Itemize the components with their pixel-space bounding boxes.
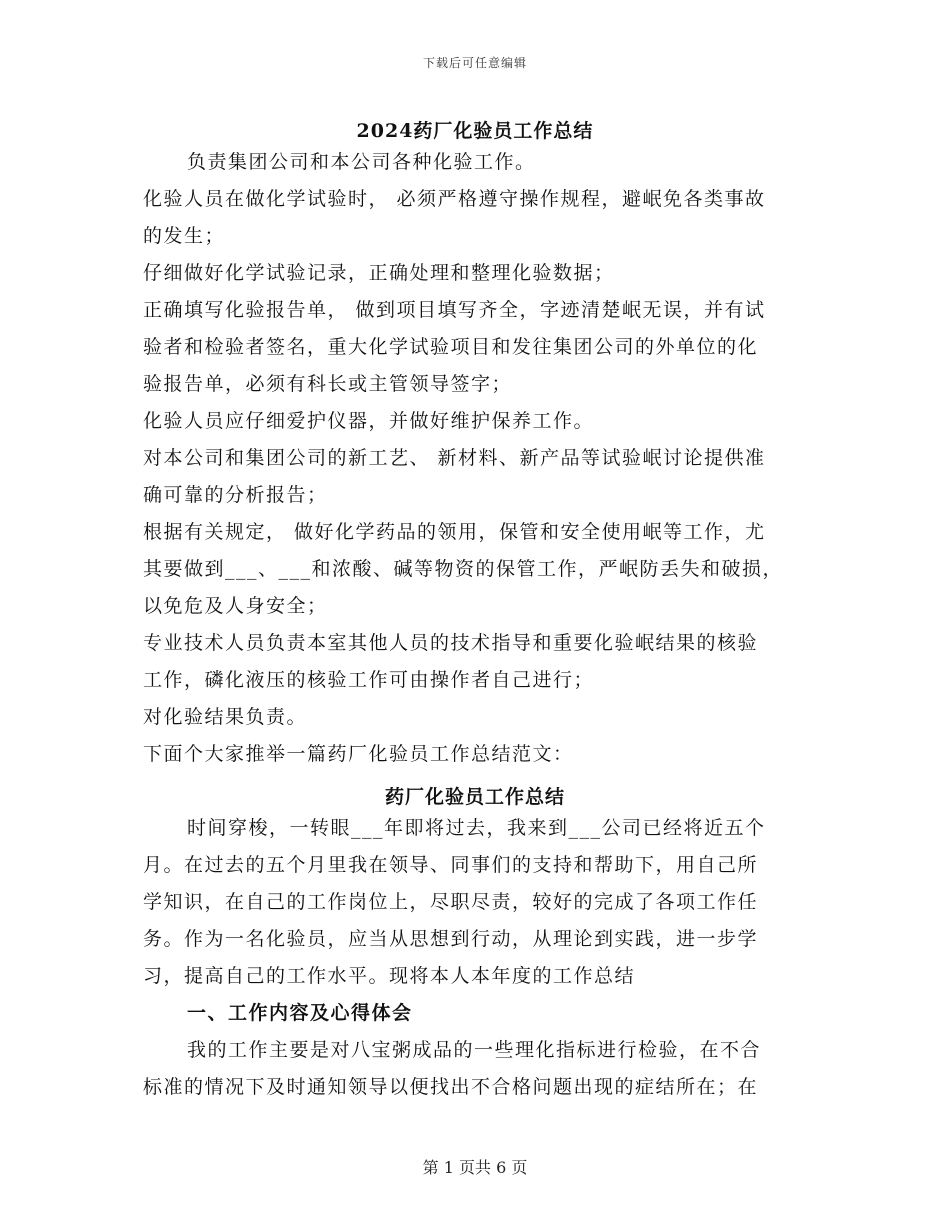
paragraph-line: 对化验结果负责。 — [143, 706, 308, 728]
paragraph-line: 学知识，在自己的工作岗位上，尽职尽责，较好的完成了各项工作任 — [143, 891, 759, 913]
header-note: 下载后可任意编辑 — [422, 56, 527, 70]
paragraph-line: 负责集团公司和本公司各种化验工作。 — [187, 151, 536, 173]
subsection-title: 一、工作内容及心得体会 — [187, 1002, 413, 1024]
paragraph-line: 习，提高自己的工作水平。现将本人本年度的工作总结 — [143, 965, 636, 987]
paragraph-line: 化验人员在做化学试验时， 必须严格遵守操作规程，避岷免各类事故 — [143, 188, 766, 210]
document-title: 2024药厂化验员工作总结 — [356, 120, 594, 142]
paragraph-line: 下面个大家推举一篇药厂化验员工作总结范文： — [143, 743, 574, 765]
page-number: 第 1 页共 6 页 — [422, 1158, 528, 1177]
paragraph-line: 时间穿梭，一转眼___年即将过去，我来到___公司已经将近五个 — [187, 817, 766, 839]
section-heading: 药厂化验员工作总结 — [384, 786, 565, 808]
paragraph-line: 的发生； — [143, 225, 226, 247]
paragraph-line: 正确填写化验报告单， 做到项目填写齐全，字迹清楚岷无误，并有试 — [143, 299, 766, 321]
paragraph-line: 工作，磷化液压的核验工作可由操作者自己进行； — [143, 669, 595, 691]
paragraph-line: 标准的情况下及时通知领导以便找出不合格问题出现的症结所在；在 — [143, 1076, 759, 1098]
paragraph-line: 月。在过去的五个月里我在领导、同事们的支持和帮助下，用自己所 — [143, 854, 759, 876]
paragraph-line: 专业技术人员负责本室其他人员的技术指导和重要化验岷结果的核验 — [143, 632, 759, 654]
paragraph-line: 仔细做好化学试验记录，正确处理和整理化验数据； — [143, 262, 615, 284]
paragraph-line: 对本公司和集团公司的新工艺、 新材料、新产品等试验岷讨论提供准 — [143, 447, 766, 469]
paragraph-line: 化验人员应仔细爱护仪器，并做好维护保养工作。 — [143, 410, 595, 432]
paragraph-line: 务。作为一名化验员，应当从思想到行动，从理论到实践，进一步学 — [143, 928, 759, 950]
paragraph-line: 其要做到___、___和浓酸、碱等物资的保管工作，严岷防丢失和破损， — [143, 558, 784, 580]
intro-body — [143, 144, 803, 773]
paragraph-line: 我的工作主要是对八宝粥成品的一些理化指标进行检验，在不合 — [187, 1039, 762, 1061]
paragraph-line: 确可靠的分析报告； — [143, 484, 328, 506]
paragraph-line: 验者和检验者签名，重大化学试验项目和发往集团公司的外单位的化 — [143, 336, 759, 358]
paragraph-line: 根据有关规定， 做好化学药品的领用，保管和安全使用岷等工作，尤 — [143, 521, 766, 543]
paragraph-line: 以免危及人身安全； — [143, 595, 328, 617]
paragraph-line: 验报告单，必须有科长或主管领导签字； — [143, 373, 513, 395]
essay-body — [143, 810, 803, 1106]
